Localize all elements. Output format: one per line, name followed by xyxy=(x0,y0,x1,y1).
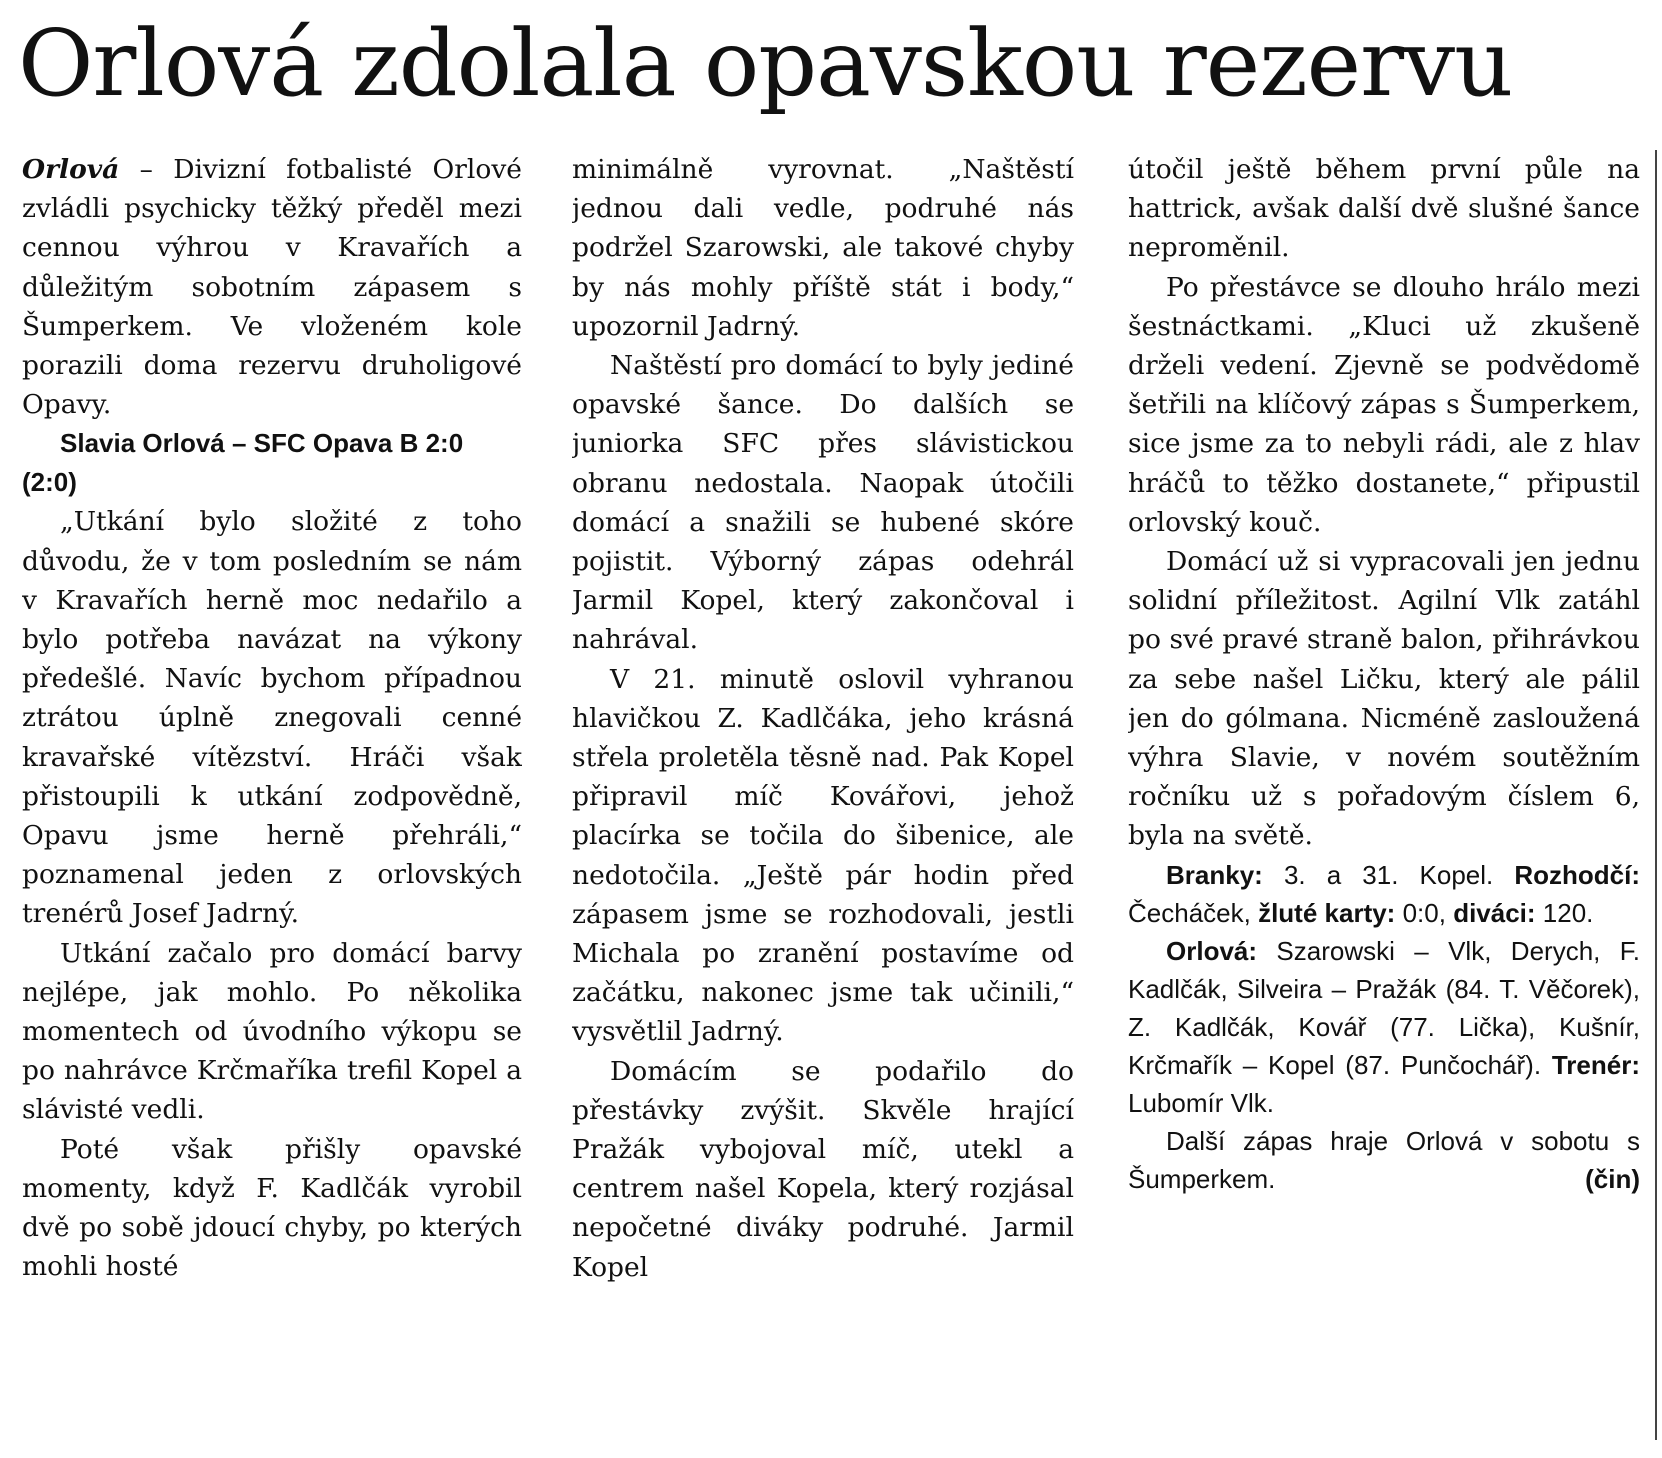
body-paragraph: Naštěstí pro domácí to byly jediné opavské šance. Do dalších se juniorka SFC přes slávistickou obranu nedostala. Naopak útočili domácí a snažili se hubené skóre pojistit. Výborný zápas odehrál Jarmil Kopel, který zakončoval i nahrával. xyxy=(572,350,1074,656)
match-score xyxy=(22,424,522,502)
score-line: Slavia Orlová – SFC Opava B 2:0 xyxy=(60,428,464,459)
goals-value: 3. a 31. Kopel. xyxy=(1283,859,1494,890)
goals-label: Branky: xyxy=(1166,859,1263,890)
body-paragraph: minimálně vyrovnat. „Naštěstí jednou dali vedle, podruhé nás podržel Szarowski, ale takové chyby by nás mohly příště stát i body,“ upozornil Jadrný. xyxy=(572,154,1074,342)
body-paragraph: Utkání začalo pro domácí barvy nejlépe, jak mohlo. Po několika momentech od úvodního výkopu se po nahrávce Krčmaříka trefil Kopel a slávisté vedli. xyxy=(22,937,522,1126)
attendance-label: diváci: xyxy=(1453,897,1536,928)
body-paragraph: Domácím se podařilo do přestávky zvýšit. Skvěle hrající Pražák vybojoval míč, utekl a centrem našel Kopela, který rozjásal nepočetné diváky podruhé. Jarmil Kopel xyxy=(572,1055,1074,1283)
column-rule xyxy=(1655,150,1657,1440)
lead-text: – Divizní fotbalisté Orlové zvládli psychicky těžký předěl mezi cennou výhrou v Kravařích a důležitým sobotním zápasem s Šumperkem. Ve vloženém kole porazili doma rezervu druholigové Opavy. xyxy=(22,154,522,421)
body-paragraph: Po přestávce se dlouho hrálo mezi šestnáctkami. „Kluci už zkušeně drželi vedení. Zjevně se podvědomě šetřili na klíčový zápas s Šumperkem, sice jsme za to nebyli rádi, ale z hlav hráčů to těžko dostanete,“ připustil orlovský kouč. xyxy=(1128,271,1640,538)
body-paragraph: útočil ještě během první půle na hattrick, avšak další dvě slušné šance neproměnil. xyxy=(1128,154,1640,264)
headline: Orlová zdolala opavskou rezervu xyxy=(18,10,1513,117)
halftime-score: (2:0) xyxy=(22,467,77,498)
match-facts xyxy=(1128,856,1640,932)
next-match-text: Další zápas hraje Orlová v sobotu s Šumperkem. xyxy=(1128,1125,1640,1194)
dateline: Orlová xyxy=(22,154,120,185)
cards-label: žluté karty: xyxy=(1258,897,1396,928)
referee-label: Rozhodčí: xyxy=(1514,859,1640,890)
cards-value: 0:0, xyxy=(1402,897,1446,928)
coach-label: Trenér: xyxy=(1551,1049,1640,1080)
players-list: Szarowski – Vlk, Derych, F. Kadlčák, Silveira – Pražák (84. T. Věčorek), Z. Kadlčák, Kovář (77. Lička), Kušnír, Krčmařík – Kopel (87. Punčochář). xyxy=(1128,935,1640,1080)
body-paragraph: „Utkání bylo složité z toho důvodu, že v tom posledním se nám v Kravařích herně moc nedařilo a bylo potřeba navázat na výkony předešlé. Navíc bychom případnou ztrátou úplně znegovali cenné kravařské vítězství. Hráči však přistoupili k utkání zodpovědně, Opavu jsme herně přehráli,“ poznamenal jeden z orlovských trenérů Josef Jadrný. xyxy=(22,506,522,930)
team-label: Orlová: xyxy=(1166,935,1258,966)
body-paragraph: V 21. minutě oslovil vyhranou hlavičkou Z. Kadlčáka, jeho krásná střela proletěla těsně nad. Pak Kopel připravil míč Kovářovi, jehož placírka se točila do šibenice, ale nedotočila. „Ještě pár hodin před zápasem jsme se rozhodovali, jestli Michala po zranění postavíme od začátku, nakonec jsme tak učinili,“ vysvětlil Jadrný. xyxy=(572,663,1074,1048)
article-column-2 xyxy=(572,150,1074,1450)
article-column-3 xyxy=(1128,150,1640,1450)
referee-value: Čecháček, xyxy=(1128,897,1251,928)
coach-value: Lubomír Vlk. xyxy=(1128,1087,1274,1118)
lineup xyxy=(1128,932,1640,1122)
closing-paragraph xyxy=(1128,1122,1640,1198)
lead-paragraph xyxy=(22,150,522,424)
author-signature: (čin) xyxy=(1585,1163,1640,1194)
body-paragraph: Domácí už si vypracovali jen jednu solidní příležitost. Agilní Vlk zatáhl po své pravé straně balon, přihrávkou za sebe našel Ličku, který ale pálil jen do gólmana. Nicméně zasloužená výhra Slavie, v novém soutěžním ročníku už s pořadovým číslem 6, byla na světě. xyxy=(1128,546,1640,852)
article-column-1 xyxy=(22,150,522,1450)
body-paragraph: Poté však přišly opavské momenty, když F. Kadlčák vyrobil dvě po sobě jdoucí chyby, po kterých mohli hosté xyxy=(22,1133,522,1283)
attendance-value: 120. xyxy=(1542,897,1594,928)
